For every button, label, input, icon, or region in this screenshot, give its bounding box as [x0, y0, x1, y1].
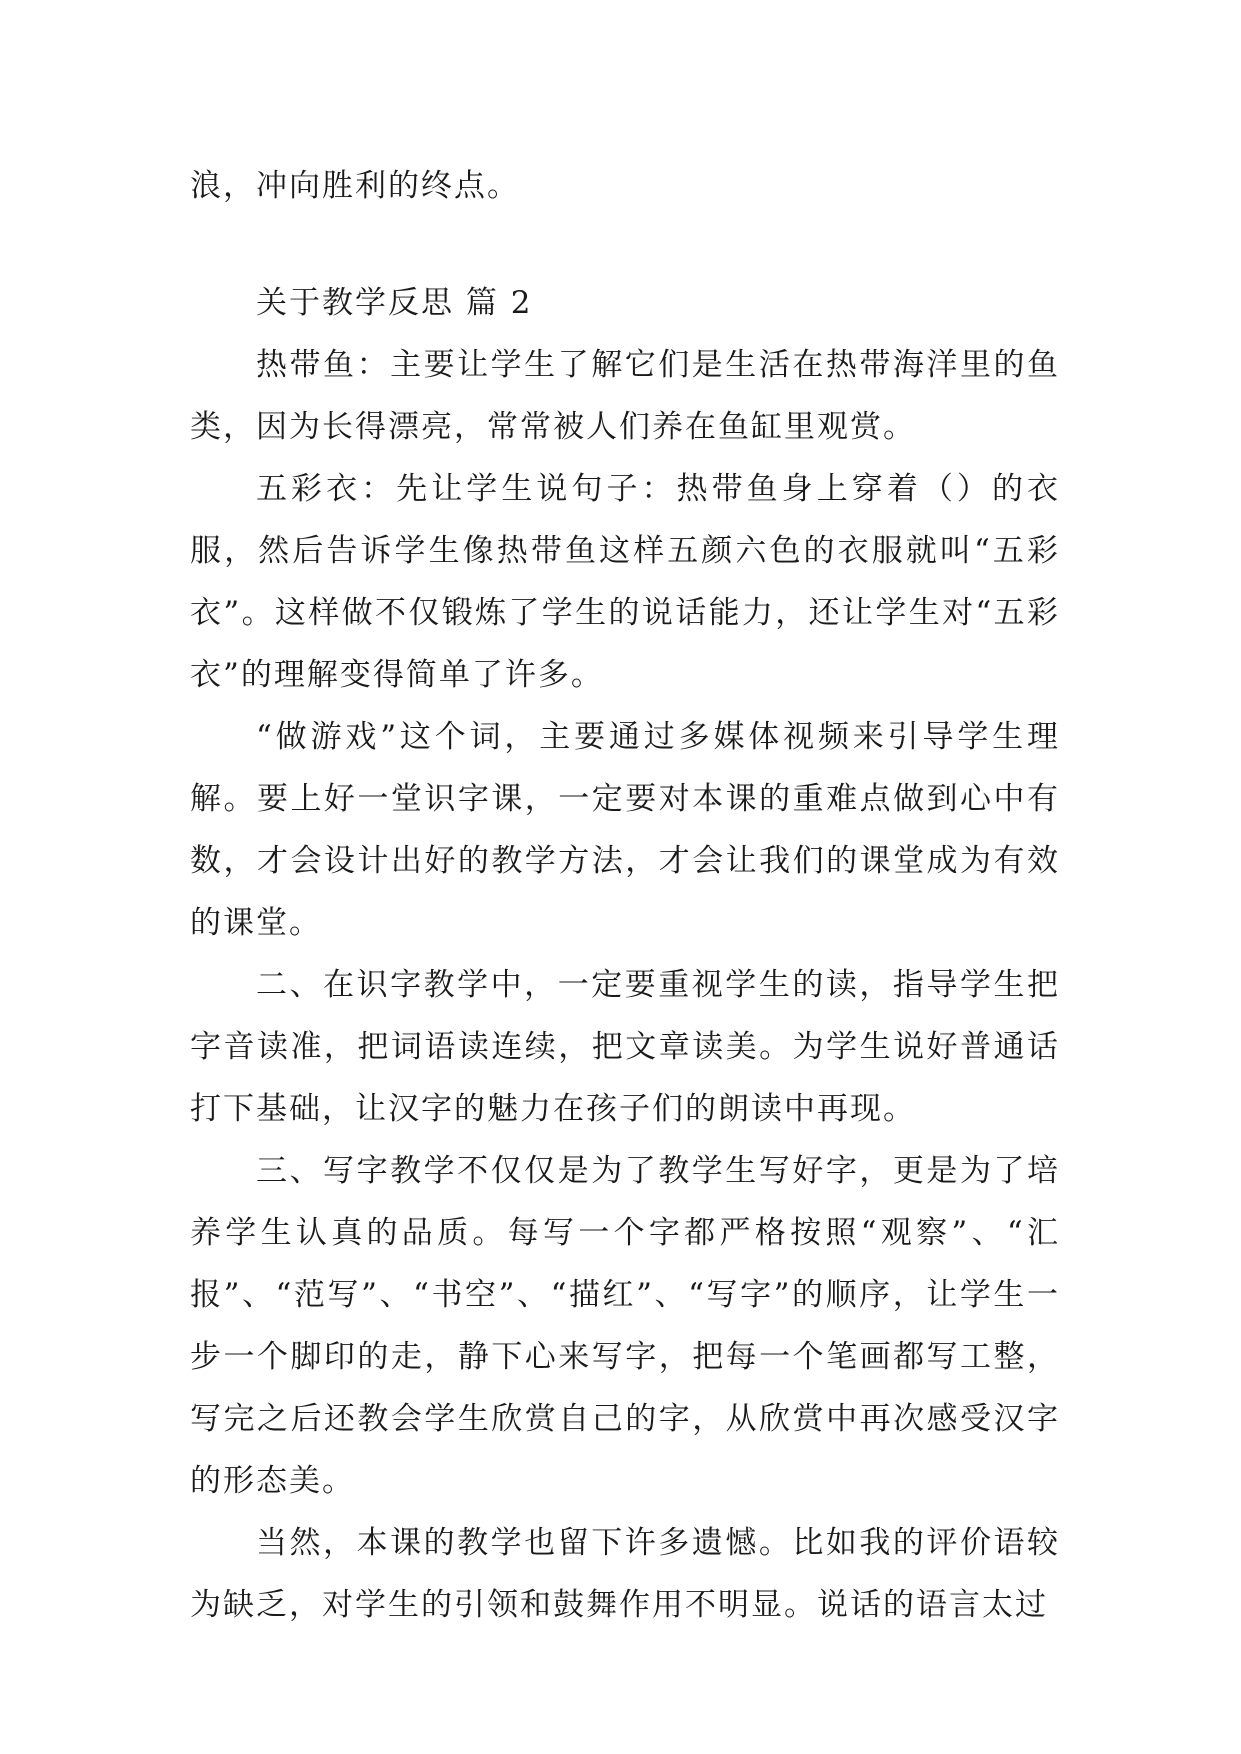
paragraph-regrets: 当然，本课的教学也留下许多遗憾。比如我的评价语较为缺乏，对学生的引领和鼓舞作用不明显。说话的语言太过	[190, 1525, 1060, 1623]
document-body	[190, 155, 1060, 1636]
paragraph-writing: 三、写字教学不仅仅是为了教学生写好字，更是为了培养学生认真的品质。每写一个字都严格按照“观察”、“汇报”、“范写”、“书空”、“描红”、“写字”的顺序，让学生一步一个脚印的走，静下心来写字，把每一个笔画都写工整，写完之后还教会学生欣赏自己的字，从欣赏中再次感受汉字的形态美。	[190, 1153, 1060, 1499]
section-heading: 关于教学反思 篇 2	[256, 285, 533, 321]
continuation-paragraph: 浪，冲向胜利的终点。	[190, 168, 520, 204]
paragraph-tropical-fish: 热带鱼：主要让学生了解它们是生活在热带海洋里的鱼类，因为长得漂亮，常常被人们养在鱼缸里观赏。	[190, 347, 1060, 445]
paragraph-play-games: “做游戏”这个词，主要通过多媒体视频来引导学生理解。要上好一堂识字课，一定要对本课的重难点做到心中有数，才会设计出好的教学方法，才会让我们的课堂成为有效的课堂。	[190, 719, 1060, 941]
paragraph-reading: 二、在识字教学中，一定要重视学生的读，指导学生把字音读准，把词语读连续，把文章读美。为学生说好普通话打下基础，让汉字的魅力在孩子们的朗读中再现。	[190, 967, 1060, 1127]
paragraph-colorful-clothes: 五彩衣：先让学生说句子：热带鱼身上穿着（）的衣服，然后告诉学生像热带鱼这样五颜六色的衣服就叫“五彩衣”。这样做不仅锻炼了学生的说话能力，还让学生对“五彩衣”的理解变得简单了许多。	[190, 471, 1060, 693]
